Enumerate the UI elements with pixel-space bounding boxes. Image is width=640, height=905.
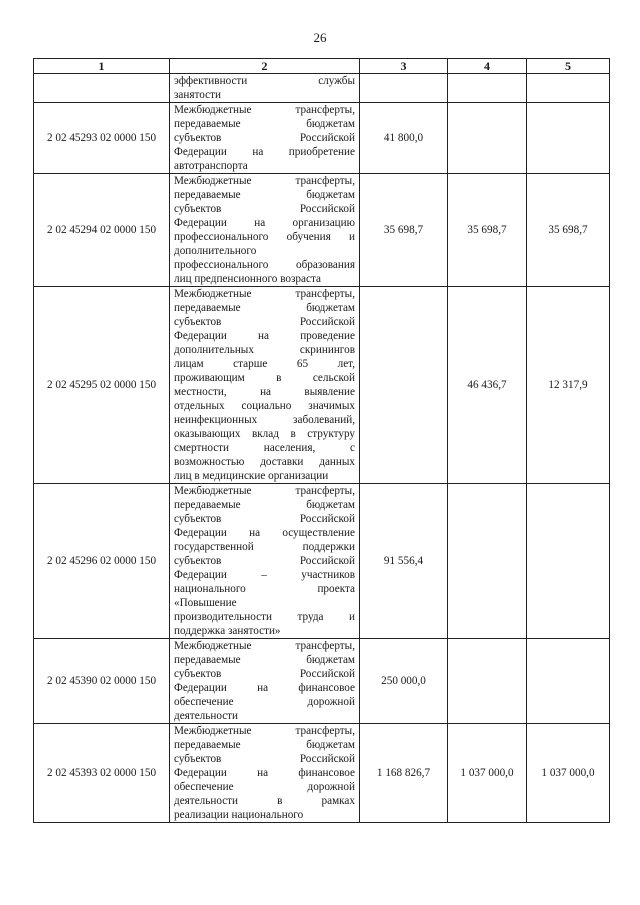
description-line: субъектов Российской bbox=[174, 753, 355, 765]
description-line: передаваемые бюджетам bbox=[174, 739, 355, 751]
table-row bbox=[34, 724, 610, 823]
table-row bbox=[34, 639, 610, 724]
description-line: субъектов Российской bbox=[174, 555, 355, 567]
description-line: Федерации на финансовое bbox=[174, 767, 355, 779]
description-line: деятельности bbox=[174, 710, 239, 722]
description-line: лиц в медицинские организации bbox=[174, 470, 329, 482]
description-line: профессионального образования bbox=[174, 259, 355, 271]
description-line: Федерации на осуществление bbox=[174, 527, 355, 539]
amount-cell-col4: 46 436,7 bbox=[448, 287, 527, 484]
amount-cell-col4 bbox=[448, 639, 527, 724]
column-header-3: 3 bbox=[360, 59, 448, 74]
description-line: субъектов Российской bbox=[174, 513, 355, 525]
description-line: передаваемые бюджетам bbox=[174, 118, 355, 130]
description-line: занятости bbox=[174, 89, 221, 101]
description-cell bbox=[170, 484, 360, 639]
amount-cell-col3: 91 556,4 bbox=[360, 484, 448, 639]
description-line: Межбюджетные трансферты, bbox=[174, 104, 355, 116]
description-line: Федерации на финансовое bbox=[174, 682, 355, 694]
description-cell bbox=[170, 174, 360, 287]
amount-cell-col3: 1 168 826,7 bbox=[360, 724, 448, 823]
description-line: дополнительного bbox=[174, 245, 257, 257]
description-line: Межбюджетные трансферты, bbox=[174, 485, 355, 497]
amount-cell-col4 bbox=[448, 103, 527, 174]
budget-code-cell: 2 02 45390 02 0000 150 bbox=[34, 639, 170, 724]
description-line: эффективности службы bbox=[174, 75, 355, 87]
description-line: деятельности в рамках bbox=[174, 795, 355, 807]
description-line: реализации национального bbox=[174, 809, 304, 821]
description-line: государственной поддержки bbox=[174, 541, 355, 553]
description-line: передаваемые бюджетам bbox=[174, 302, 355, 314]
description-line: Федерации на организацию bbox=[174, 217, 355, 229]
description-line: субъектов Российской bbox=[174, 668, 355, 680]
description-line: обеспечение дорожной bbox=[174, 781, 355, 793]
amount-cell-col4 bbox=[448, 484, 527, 639]
description-line: «Повышение bbox=[174, 597, 237, 609]
description-line: Межбюджетные трансферты, bbox=[174, 725, 355, 737]
description-line: профессионального обучения и bbox=[174, 231, 355, 243]
budget-code-cell: 2 02 45293 02 0000 150 bbox=[34, 103, 170, 174]
description-line: Межбюджетные трансферты, bbox=[174, 175, 355, 187]
amount-cell-col3: 250 000,0 bbox=[360, 639, 448, 724]
description-cell bbox=[170, 724, 360, 823]
table-row bbox=[34, 484, 610, 639]
column-header-5: 5 bbox=[527, 59, 610, 74]
description-line: оказывающих вклад в структуру bbox=[174, 428, 355, 440]
description-line: национального проекта bbox=[174, 583, 355, 595]
description-line: Федерации на проведение bbox=[174, 330, 355, 342]
description-line: неинфекционных заболеваний, bbox=[174, 414, 355, 426]
column-header-2: 2 bbox=[170, 59, 360, 74]
budget-code-cell: 2 02 45393 02 0000 150 bbox=[34, 724, 170, 823]
budget-code-cell bbox=[34, 74, 170, 103]
description-line: Федерации на приобретение bbox=[174, 146, 355, 158]
amount-cell-col4 bbox=[448, 74, 527, 103]
amount-cell-col5 bbox=[527, 484, 610, 639]
description-line: смертности населения, с bbox=[174, 442, 355, 454]
description-line: обеспечение дорожной bbox=[174, 696, 355, 708]
description-cell bbox=[170, 287, 360, 484]
page-number: 26 bbox=[313, 30, 327, 45]
description-cell bbox=[170, 639, 360, 724]
description-line: лицам старше 65 лет, bbox=[174, 358, 355, 370]
description-line: лиц предпенсионного возраста bbox=[174, 273, 321, 285]
description-line: автотранспорта bbox=[174, 160, 248, 172]
amount-cell-col4: 1 037 000,0 bbox=[448, 724, 527, 823]
table-row bbox=[34, 103, 610, 174]
table-row bbox=[34, 74, 610, 103]
column-header-1: 1 bbox=[34, 59, 170, 74]
amount-cell-col3 bbox=[360, 287, 448, 484]
description-line: поддержка занятости» bbox=[174, 625, 281, 637]
table-row bbox=[34, 174, 610, 287]
description-line: Федерации – участников bbox=[174, 569, 355, 581]
description-line: возможностью доставки данных bbox=[174, 456, 355, 468]
description-line: Межбюджетные трансферты, bbox=[174, 640, 355, 652]
description-line: субъектов Российской bbox=[174, 203, 355, 215]
budget-code-cell: 2 02 45295 02 0000 150 bbox=[34, 287, 170, 484]
description-cell bbox=[170, 74, 360, 103]
description-line: Межбюджетные трансферты, bbox=[174, 288, 355, 300]
description-line: проживающим в сельской bbox=[174, 372, 355, 384]
description-line: дополнительных скринингов bbox=[174, 344, 355, 356]
description-line: местности, на выявление bbox=[174, 386, 355, 398]
amount-cell-col3: 35 698,7 bbox=[360, 174, 448, 287]
budget-table bbox=[33, 58, 610, 823]
amount-cell-col5 bbox=[527, 103, 610, 174]
amount-cell-col5 bbox=[527, 74, 610, 103]
table-row bbox=[34, 287, 610, 484]
budget-code-cell: 2 02 45296 02 0000 150 bbox=[34, 484, 170, 639]
description-line: отдельных социально значимых bbox=[174, 400, 355, 412]
amount-cell-col5: 1 037 000,0 bbox=[527, 724, 610, 823]
table-header-row bbox=[34, 59, 610, 74]
amount-cell-col5: 12 317,9 bbox=[527, 287, 610, 484]
description-line: передаваемые бюджетам bbox=[174, 189, 355, 201]
column-header-4: 4 bbox=[448, 59, 527, 74]
amount-cell-col5 bbox=[527, 639, 610, 724]
description-line: субъектов Российской bbox=[174, 132, 355, 144]
budget-code-cell: 2 02 45294 02 0000 150 bbox=[34, 174, 170, 287]
description-line: субъектов Российской bbox=[174, 316, 355, 328]
amount-cell-col3 bbox=[360, 74, 448, 103]
description-line: передаваемые бюджетам bbox=[174, 499, 355, 511]
description-line: производительности труда и bbox=[174, 611, 355, 623]
description-line: передаваемые бюджетам bbox=[174, 654, 355, 666]
amount-cell-col4: 35 698,7 bbox=[448, 174, 527, 287]
description-cell bbox=[170, 103, 360, 174]
amount-cell-col3: 41 800,0 bbox=[360, 103, 448, 174]
amount-cell-col5: 35 698,7 bbox=[527, 174, 610, 287]
